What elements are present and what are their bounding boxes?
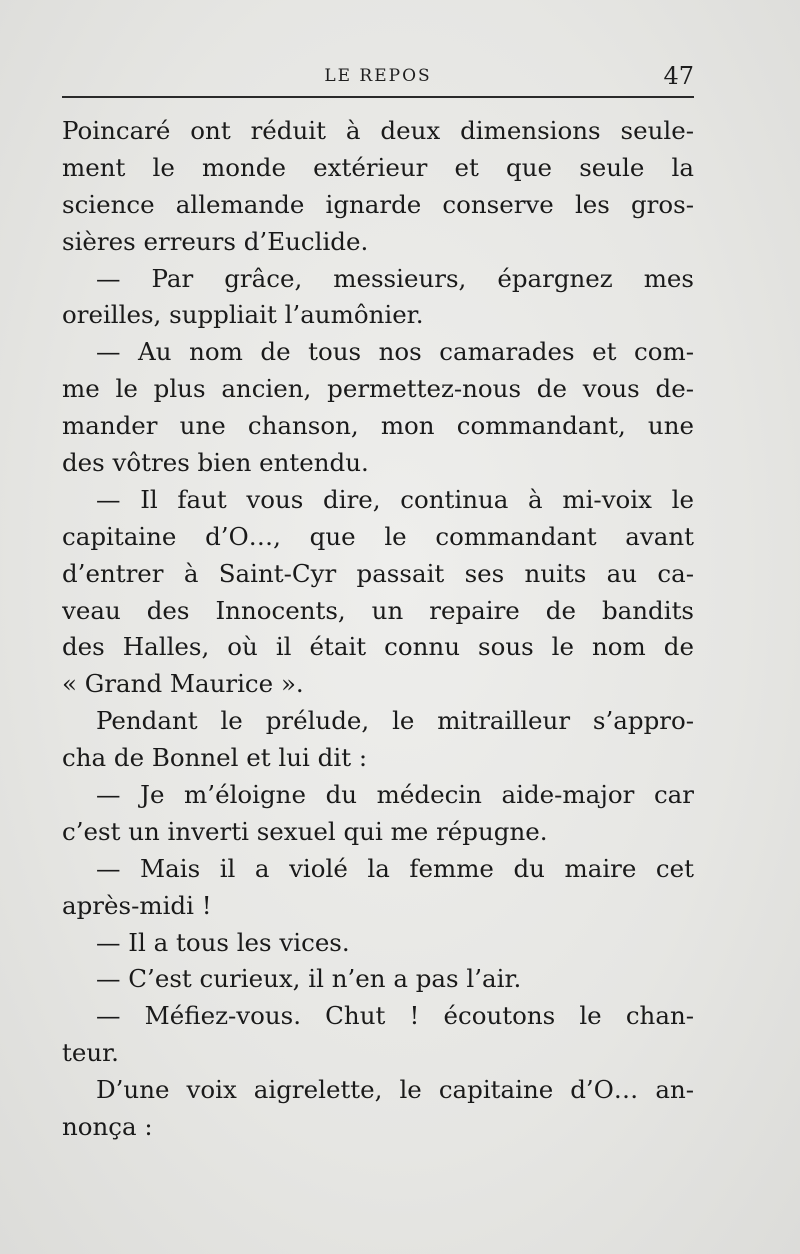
text-line: des Halles, où il était connu sous le nom de: [62, 632, 694, 662]
text-line: ment le monde extérieur et que seule la: [62, 152, 694, 182]
running-header: [62, 60, 694, 98]
text-line: — Je m’éloigne du médecin aide-major car: [96, 780, 694, 810]
text-line: mander une chanson, mon commandant, une: [62, 411, 694, 441]
text-line: — C’est curieux, il n’en a pas l’air.: [96, 964, 522, 994]
page-number: 47: [663, 62, 694, 90]
text-line: cha de Bonnel et lui dit :: [62, 743, 368, 773]
text-line: — Il faut vous dire, continua à mi-voix le: [96, 484, 694, 514]
text-line: sières erreurs d’Euclide.: [62, 226, 369, 256]
text-line: D’une voix aigrelette, le capitaine d’O… an-: [96, 1075, 694, 1105]
text-line: science allemande ignarde conserve les gros-: [62, 189, 694, 219]
text-line: me le plus ancien, permettez-nous de vous de-: [62, 374, 694, 404]
text-line: c’est un inverti sexuel qui me répugne.: [62, 816, 548, 846]
body-text: [62, 113, 694, 1146]
text-line: après-midi !: [62, 890, 212, 920]
text-line: Poincaré ont réduit à deux dimensions seule-: [62, 116, 694, 145]
text-line: — Par grâce, messieurs, épargnez mes: [96, 263, 694, 293]
text-line: nonça :: [62, 1112, 153, 1142]
running-title: LE REPOS: [324, 66, 432, 86]
text-line: capitaine d’O…, que le commandant avant: [62, 521, 694, 551]
text-line: — Méfiez-vous. Chut ! écoutons le chan-: [96, 1001, 694, 1031]
text-line: teur.: [62, 1038, 119, 1068]
text-line: veau des Innocents, un repaire de bandits: [62, 595, 694, 625]
text-line: — Au nom de tous nos camarades et com-: [96, 337, 694, 367]
text-line: « Grand Maurice ».: [62, 669, 304, 699]
text-line: — Mais il a violé la femme du maire cet: [96, 853, 694, 883]
text-line: — Il a tous les vices.: [96, 927, 350, 957]
text-line: Pendant le prélude, le mitrailleur s’appro-: [96, 706, 694, 736]
text-line: des vôtres bien entendu.: [62, 448, 369, 478]
text-line: oreilles, suppliait l’aumônier.: [62, 300, 424, 330]
text-line: d’entrer à Saint-Cyr passait ses nuits au ca-: [62, 558, 694, 588]
